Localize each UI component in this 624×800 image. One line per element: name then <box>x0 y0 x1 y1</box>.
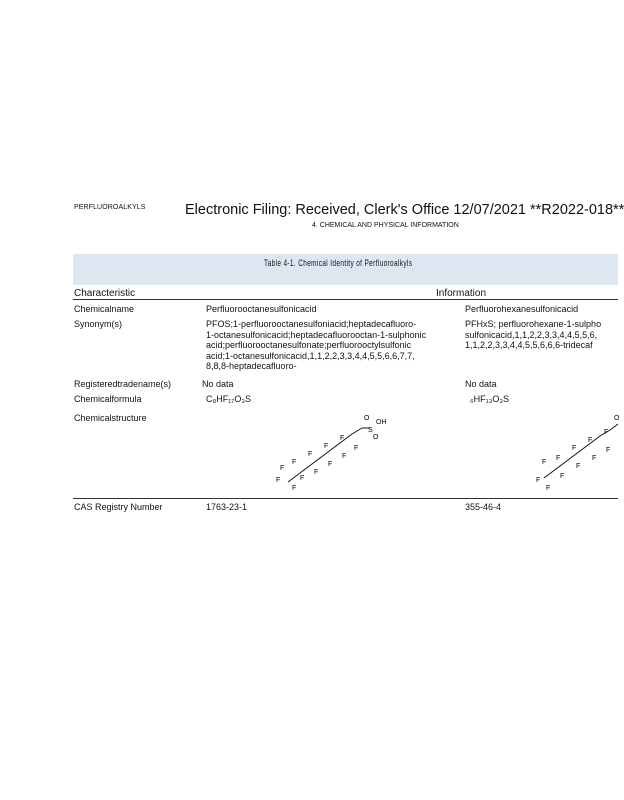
pfos-trade-names: No data <box>202 379 234 389</box>
pfos-atom-f: F <box>292 459 297 466</box>
row-label-trade-names: Registeredtradename(s) <box>74 379 172 389</box>
pfhxs-atom-f: F <box>576 463 581 470</box>
table-title: Table 4-1. Chemical Identity of Perfluoroalkyls <box>264 258 413 268</box>
pfhxs-atom-f: F <box>560 473 565 480</box>
pfos-group-oh: OH <box>376 419 387 426</box>
pfos-cas: 1763-23-1 <box>206 502 248 512</box>
pfhxs-synonyms <box>465 319 618 351</box>
pfhxs-cas: 355-46-4 <box>465 502 502 512</box>
pfos-atom-s: S <box>368 427 373 434</box>
pfos-atom-f: F <box>328 461 333 468</box>
pfos-synonym-line: acid;perfluorooctanesulfonate;perfluorooctylsulfonic <box>206 340 412 350</box>
pfhxs-atom-f: F <box>572 445 577 452</box>
pfos-atom-f: F <box>342 453 347 460</box>
pfos-atom-f: F <box>324 443 329 450</box>
pfhxs-atom-f: F <box>546 485 551 492</box>
pfos-structure-diagram <box>270 410 400 495</box>
pfos-atom-f: F <box>292 485 297 492</box>
pfos-formula: C₈HF₁₇O₃S <box>206 394 252 404</box>
filing-stamp: Electronic Filing: Received, Clerk's Office 12/07/2021 **R2022-018** <box>185 202 624 218</box>
pfos-atom-f: F <box>354 445 359 452</box>
pfhxs-synonym-line: sulfonicacid,1,1,2,2,3,3,4,4,5,5,6, <box>465 329 598 340</box>
section-title: 4. CHEMICAL AND PHYSICAL INFORMATION <box>312 222 459 229</box>
row-label-cas: CAS Registry Number <box>74 502 163 512</box>
pfhxs-atom-f: F <box>536 477 541 484</box>
row-label-chemical-name: Chemicalname <box>74 304 135 314</box>
pfhxs-atom-f: F <box>606 447 611 454</box>
pfos-atom-f: F <box>340 435 345 442</box>
pfhxs-formula: ₆HF₁₃O₃S <box>470 394 509 404</box>
running-head: PERFLUOROALKYLS <box>74 204 146 211</box>
pfos-atom-o: O <box>364 415 370 422</box>
pfos-atom-f: F <box>276 477 281 484</box>
pfos-carbon-chain <box>288 428 362 482</box>
pfos-chemical-name: Perfluorooctanesulfonicacid <box>206 304 317 314</box>
header-information: Information <box>436 288 487 299</box>
pfhxs-atom-f: F <box>604 429 609 436</box>
pfhxs-trade-names: No data <box>465 379 497 389</box>
pfos-atom-f: F <box>300 475 305 482</box>
row-label-formula: Chemicalformula <box>74 394 142 404</box>
pfhxs-synonym-line: 1,1,2,2,3,3,4,4,5,5,6,6,6-tridecaf <box>465 340 593 350</box>
pfhxs-chemical-name: Perfluorohexanesulfonicacid <box>465 304 579 314</box>
pfhxs-synonym-line: PFHxS; perfluorohexane-1-sulpho <box>465 319 602 329</box>
pfos-atom-o: O <box>373 434 379 441</box>
header-rule <box>73 299 618 300</box>
pfos-synonym-line: PFOS;1-perfluorooctanesulfoniacid;heptadecafluoro- <box>206 319 417 329</box>
row-label-structure: Chemicalstructure <box>74 413 147 423</box>
pfhxs-atom-f: F <box>592 455 597 462</box>
pfhxs-atom-f: F <box>588 437 593 444</box>
pfos-synonym-line: acid;1-octanesulfonicacid,1,1,2,2,3,3,4,4,5,5,6,6,7,7, <box>206 350 415 361</box>
pfhxs-atom-f: F <box>556 455 561 462</box>
pfos-synonym-line: 1-octanesulfonicacid;heptadecafluorooctan-1-sulphonic <box>206 329 427 340</box>
pfhxs-atom-f: F <box>542 459 547 466</box>
pfos-atom-f: F <box>280 465 285 472</box>
pfos-synonym-line: 8,8,8-heptadecafluoro- <box>206 361 297 371</box>
row-label-synonyms: Synonym(s) <box>74 319 123 329</box>
header-characteristic: Characteristic <box>74 288 136 299</box>
pfhxs-atom-o: O <box>614 415 620 422</box>
structure-row-rule <box>73 498 618 499</box>
pfos-atom-f: F <box>308 451 313 458</box>
pfhxs-structure-diagram <box>530 410 618 495</box>
pfos-synonyms <box>206 319 426 372</box>
pfos-atom-f: F <box>314 469 319 476</box>
